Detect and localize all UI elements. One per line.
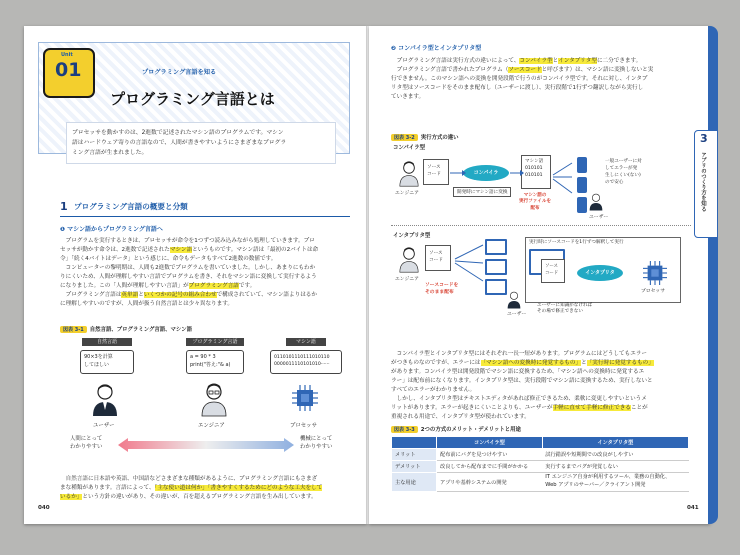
label-programming: プログラミング言語	[186, 338, 244, 346]
engineer-icon	[399, 161, 419, 187]
chapter-number: 3	[700, 132, 708, 145]
user-icon	[507, 291, 521, 309]
person-label-engineer: エンジニア	[198, 423, 225, 429]
user-icon	[92, 383, 118, 417]
table-row: 主な用途 アプリや基幹システムの開発 IT エンジニア自身が利用するツール、業務の自動化、 Web アプリのサーバー／クライアント開発	[392, 473, 689, 492]
distribute-exe-note: マシン語の 実行ファイルを 配布	[519, 193, 552, 211]
unit-tag: プログラミング言語を知る	[142, 69, 217, 76]
engineer-label: エンジニア	[395, 191, 419, 196]
code-box-natural: 90×3を計算 してほしい	[80, 350, 134, 374]
compile-type-title: コンパイラ型	[393, 145, 425, 151]
engineer-label: エンジニア	[395, 277, 419, 282]
user-label: ユーザー	[589, 215, 609, 220]
person-label-processor: プロセッサ	[290, 423, 317, 429]
monitor-icon	[485, 259, 507, 275]
figure-1-caption: 図表 3-1 自然言語、プログラミング言語、マシン語	[60, 325, 192, 333]
code-box-programming: a = 90 * 3 print("答え:"& a)	[186, 350, 244, 374]
figure-2-caption: 図表 3-2 実行方式の違い	[391, 133, 459, 141]
figure-divider	[391, 225, 691, 226]
user-safe-note: 一般ユーザーに対 してエラーが発 生しにくい(ない) ので安心	[605, 159, 642, 185]
distribute-source-note: ソースコードを そのまま配布	[425, 283, 459, 295]
figure-1	[60, 335, 350, 470]
source-code-doc: ソース コード	[423, 159, 449, 185]
chapter-tab	[708, 26, 718, 524]
engineer-icon	[201, 383, 227, 417]
page-number-right: 041	[687, 505, 699, 511]
user-label: ユーザー	[507, 312, 527, 317]
machine-friendly-label: 機械にとって わかりやすい	[300, 436, 333, 451]
subsection-2-title: ❷ コンパイラ型とインタプリタ型	[391, 45, 482, 52]
label-natural: 自然言語	[82, 338, 132, 346]
person-label-user: ユーザー	[93, 423, 115, 429]
phone-icon	[577, 197, 587, 213]
engineer-icon	[399, 247, 419, 273]
dev-convert-note: 開発時にマシン語に変換	[453, 187, 511, 197]
right-page: ❷ コンパイラ型とインタプリタ型 プログラミング言語は実行方式の違いによって、コンパイラ型とインタプリタ型に二分できます。 プログラミング言語で書かれたプログラム（ソースコードと呼びます）は、マシン語に変換しないと実 行できません。このマシン語への変換を開発段階で行うのがコンパイラ型です。それに対し、インタプ リタ型はソースコードをそのまま配布し（ユーザーに渡し）、実行段階で1行ずつ翻訳しながら実行し ていきます。 図表 3-2 実行方式の違い コンパイラ型 エンジニア ソース コード コンパイラ 開発時にマシン語に変換 マシン語 010101 010101 マシン語の 実行ファイルを 配布 一般ユーザーに対 してエラーが発 生しにくい(ない) ので安心 ユーザー インタプリタ型 エンジニア ソース コード ソースコードを そのまま配布 ユーザー 実行時にソースコードを1行ずつ解釈して実行 ソース コード インタプリタ プロセッサ ユーザーに知識がなければ その場で修正できない コンパイラ型とインタプリタ型にはそれぞれ一長一短があります。プログラムにはどうしてもエラー がつきものなのですが、エラーには「マシン語への変換時に発覚するもの」と「実行時に発覚するもの」 があります。コンパイラ型は開発段階でマシン語に変換するため、「マシン語への変換時に発覚するエ ラー」は配布前になくなります。インタプリタ型は、実行段階でマシン語に変換するため、実行しないと すべてのエラーがわかりません。 しかし、インタプリタ型はテキストエディタがあれば修正できるため、柔軟に変更しやすいというメ リットがあります。エラーが起きにくいことよりも、ユーザーが手軽に直せて手軽に修正できることが 重視される用途で、インタプリタ型が使われています。 図表 3-3 2つの方式のメリット・デメリットと用途 コンパイラ型 インタプリタ型 メリット 配布前にバグを見つけやすい 試行錯誤や短期間での改良がしやすい デメリット 改良してから配布までに手間がかかる 実行するまでバグが発覚しない 主な用途 アプリや基幹システムの開発 IT エンジニア自身が利用するツール、業務の自動化、 Web アプリのサーバー／クライアント開発 041	[369, 26, 710, 524]
run-convert-note: 実行時にソースコードを1行ずつ解釈して実行	[529, 240, 624, 245]
label-machine: マシン語	[286, 338, 326, 346]
understanding-arrow	[118, 438, 294, 452]
monitor-icon	[485, 239, 507, 255]
table-row: メリット 配布前にバグを見つけやすい 試行錯誤や短期間での改良がしやすい	[392, 449, 689, 461]
phone-icon	[577, 177, 587, 193]
unit-label: Unit	[61, 52, 73, 58]
table-header-row: コンパイラ型 インタプリタ型	[392, 437, 689, 449]
interpreter-node: インタプリタ	[577, 265, 623, 281]
processor-icon	[643, 261, 667, 285]
processor-label: プロセッサ	[641, 289, 665, 294]
section-rule	[60, 216, 350, 217]
source-code-doc: ソース コード	[425, 245, 451, 271]
user-icon	[589, 193, 603, 211]
comparison-table	[391, 436, 689, 492]
code-box-machine: 0110101110111010110 0000011110101010······	[270, 350, 342, 374]
figure-2	[391, 143, 691, 333]
compile-arrows	[447, 155, 597, 215]
page-title: プログラミング言語とは	[110, 90, 275, 108]
left-page: Unit 01 プログラミング言語を知る プログラミング言語とは プロセッサを動かすのは、2進数で記述されたマシン語のプログラムです。マシン 語はハードウェア寄りの言語なので、人間が書きやすいようにさまざまなプログラ ミング言語が生まれました。 1 プログラミング言語の概要と分類 ❶ マシン語からプログラミング言語へ プログラムを実行するときは、プロセッサが命令を1つずつ読み込みながら処理していきます。プロ セッサが動かす命令は、2進数で記述されたマシン語というものです。マシン語は「最初の2バイトは命 令」「続く4バイトはデータ」という感じに、命令もデータもすべて2進数の数値です。 コンピューターの黎明期は、人間も2進数でプログラムを書いていました。しかし、あまりにもわか りにくいため、人間が理解しやすい言語でプログラムを書き、それをマシン語に変換して実行するよう になりました。この「人間が理解しやすい言語」がプログラミング言語です。 プログラミング言語は英単語といくつかの記号の組み合わせで構成されていて、マシン語よりはるか に理解しやすいのですが、人間が扱う自然言語とは少々異なります。 図表 3-1 自然言語、プログラミング言語、マシン語 自然言語 プログラミング言語 マシン語 90×3を計算 してほしい a = 90 * 3 print("答え:"& a) 0110101110111010110 0000011110101010······ ユーザー エンジニア プロセッサ 人間にとって わかりやすい 機械にとって わかりやすい 自然言語に日本語や英語、中国語などさまざまな種類があるように、プログラミング言語にもさまざ まな種類があります。言語によって、「主な使い道は何か」「書きやすくするためにどのような工夫をして いるか」という方針の違いがあり、その違いが、百を超えるプログラミング言語を生み出しています。 040	[24, 26, 367, 524]
interp-type-title: インタプリタ型	[393, 233, 431, 239]
section-number: 1	[60, 200, 68, 213]
source-code-doc: ソース コード	[541, 259, 565, 283]
page-number-left: 040	[38, 505, 50, 511]
chapter-title: アプリのつくり方を知る	[700, 152, 706, 212]
user-fix-note: ユーザーに知識がなければ その場で修正できない	[537, 303, 593, 315]
processor-icon	[292, 385, 318, 411]
usage-line-1: IT エンジニア自身が利用するツール、業務の自動化、	[545, 474, 671, 481]
phone-icon	[577, 157, 587, 173]
unit-badge	[43, 48, 95, 98]
compiler-node: コンパイラ	[463, 165, 509, 181]
monitor-icon	[485, 279, 507, 295]
unit-number: 01	[55, 59, 82, 81]
figure-3-caption: 図表 3-3 2つの方式のメリット・デメリットと用途	[391, 425, 521, 433]
human-friendly-label: 人間にとって わかりやすい	[70, 436, 103, 451]
section-title: プログラミング言語の概要と分類	[74, 202, 188, 211]
table-row: デメリット 改良してから配布までに手間がかかる 実行するまでバグが発覚しない	[392, 461, 689, 473]
machine-code-doc: マシン語 010101 010101	[521, 155, 551, 189]
subsection-title: ❶ マシン語からプログラミング言語へ	[60, 226, 163, 233]
usage-line-2: Web アプリのサーバー／クライアント開発	[545, 482, 646, 488]
